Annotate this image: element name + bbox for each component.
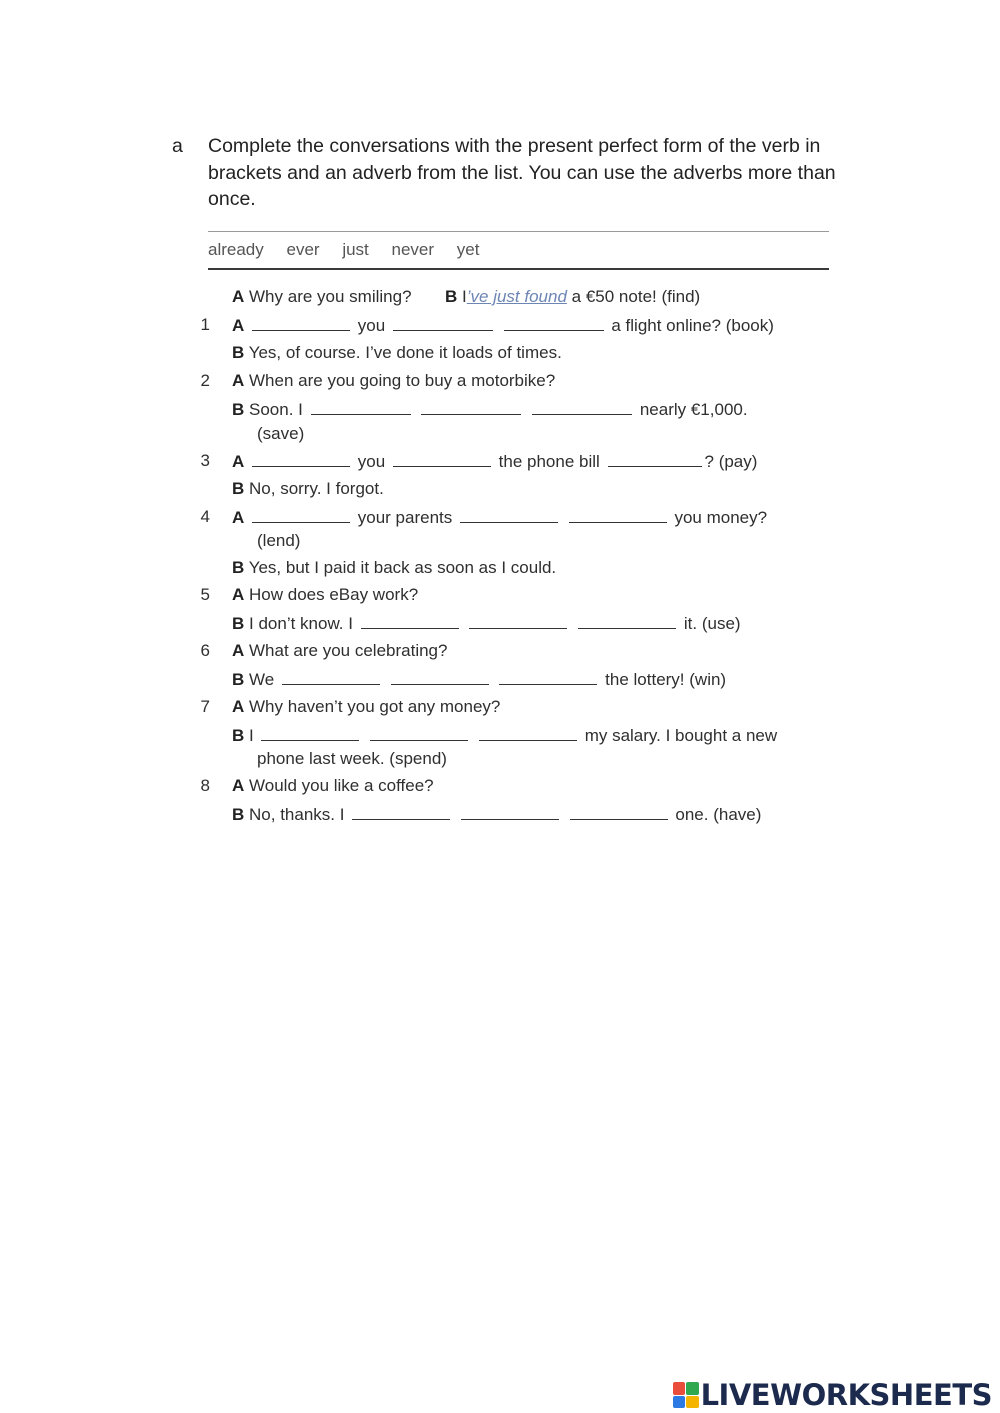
dialogue-line	[232, 725, 777, 746]
question-number: 6	[200, 641, 210, 660]
answer-blank[interactable]	[578, 613, 676, 629]
speaker-label: B	[232, 558, 245, 577]
dialogue-text: nearly €1,000.	[639, 400, 748, 419]
answer-blank[interactable]	[252, 315, 350, 331]
dialogue-text: I don’t know. I	[249, 614, 353, 633]
dialogue-text: What are you celebrating?	[249, 641, 448, 660]
dialogue-text: (save)	[257, 424, 305, 443]
dialogue-line	[232, 613, 741, 634]
question-number: 3	[200, 451, 210, 470]
question-number: 4	[200, 507, 210, 526]
dialogue-text: a flight online? (book)	[611, 316, 774, 335]
question-number: 5	[200, 585, 210, 604]
question-number: 2	[200, 371, 210, 390]
speaker-label: A	[232, 697, 245, 716]
dialogue-text: phone last week. (spend)	[257, 749, 447, 768]
logo-mark-icon	[673, 1382, 699, 1408]
dialogue-text: Yes, of course. I’ve done it loads of times.	[248, 343, 562, 362]
adverb-item: just	[342, 240, 369, 259]
dialogue-text: ? (pay)	[704, 452, 758, 471]
answer-blank[interactable]	[469, 613, 567, 629]
answer-blank[interactable]	[252, 507, 350, 523]
question-number: 7	[200, 697, 210, 716]
answer-blank[interactable]	[393, 451, 491, 467]
dialogue-text: it. (use)	[683, 614, 741, 633]
dialogue-text: Yes, but I paid it back as soon as I could.	[248, 558, 557, 577]
answer-blank[interactable]	[479, 725, 577, 741]
answer-blank[interactable]	[370, 725, 468, 741]
answer-blank[interactable]	[460, 507, 558, 523]
adverb-item: yet	[456, 240, 480, 259]
question-number: 8	[200, 776, 210, 795]
answer-blank[interactable]	[393, 315, 493, 331]
dialogue-text: No, sorry. I forgot.	[249, 479, 384, 498]
dialogue-line	[232, 371, 555, 391]
speaker-label: B	[232, 726, 245, 745]
speaker-label: B	[232, 479, 245, 498]
speaker-label: A	[232, 316, 245, 335]
answer-blank[interactable]	[532, 399, 632, 415]
dialogue-text: a €50 note! (find)	[571, 287, 701, 306]
speaker-label: A	[232, 641, 245, 660]
answer-blank[interactable]	[311, 399, 411, 415]
speaker-label: B	[445, 287, 458, 306]
answer-blank[interactable]	[570, 804, 668, 820]
speaker-label: B	[232, 343, 245, 362]
speaker-label: B	[232, 670, 245, 689]
dialogue-text: the lottery! (win)	[605, 670, 727, 689]
exercise-letter: a	[172, 135, 183, 157]
answer-blank[interactable]	[461, 804, 559, 820]
speaker-label: A	[232, 452, 245, 471]
dialogue-line	[232, 585, 418, 605]
question-number: 1	[200, 315, 210, 334]
answer-blank[interactable]	[361, 613, 459, 629]
divider	[208, 231, 829, 232]
example-answer: ’ve just found	[466, 287, 567, 306]
divider	[208, 268, 829, 270]
dialogue-text: my salary. I bought a new	[584, 726, 778, 745]
dialogue-text: Why are you smiling?	[249, 287, 412, 306]
speaker-label: A	[232, 371, 245, 390]
answer-blank[interactable]	[352, 804, 450, 820]
dialogue-text: When are you going to buy a motorbike?	[249, 371, 556, 390]
dialogue-line	[232, 479, 384, 499]
answer-blank[interactable]	[391, 669, 489, 685]
answer-blank[interactable]	[504, 315, 604, 331]
liveworksheets-logo	[673, 1378, 992, 1412]
dialogue-line	[232, 507, 767, 528]
dialogue-text: the phone bill	[498, 452, 600, 471]
dialogue-line	[232, 399, 748, 420]
speaker-label: B	[232, 400, 245, 419]
dialogue-line	[232, 558, 556, 578]
exercise-instructions: Complete the conversations with the present perfect form of the verb in brackets and an adverb from the list. You can use the adverbs more than once.	[208, 135, 836, 210]
dialogue-text: I	[249, 726, 254, 745]
adverb-item: never	[391, 240, 435, 259]
dialogue-text: Soon. I	[249, 400, 303, 419]
dialogue-text: How does eBay work?	[249, 585, 419, 604]
dialogue-text: No, thanks. I	[249, 805, 345, 824]
answer-blank[interactable]	[608, 451, 702, 467]
dialogue-text: We	[249, 670, 275, 689]
speaker-label: A	[232, 776, 245, 795]
dialogue-text: Would you like a coffee?	[249, 776, 434, 795]
answer-blank[interactable]	[421, 399, 521, 415]
answer-blank[interactable]	[499, 669, 597, 685]
dialogue-text: you	[357, 452, 386, 471]
adverb-item: already	[208, 240, 264, 259]
dialogue-line	[232, 451, 757, 472]
dialogue-text: (lend)	[257, 531, 301, 550]
dialogue-line	[232, 315, 774, 336]
speaker-label: A	[232, 585, 245, 604]
speaker-label: A	[232, 287, 245, 306]
dialogue-line	[232, 697, 500, 717]
dialogue-line	[232, 776, 434, 796]
answer-blank[interactable]	[252, 451, 350, 467]
answer-blank[interactable]	[282, 669, 380, 685]
adverb-list	[208, 240, 497, 260]
speaker-label: B	[232, 805, 245, 824]
dialogue-line	[232, 804, 761, 825]
dialogue-line	[232, 641, 447, 661]
logo-text: LIVEWORKSHEETS	[700, 1378, 992, 1412]
speaker-label: B	[232, 614, 245, 633]
dialogue-text: your parents	[357, 508, 453, 527]
example-line	[232, 287, 700, 307]
dialogue-text: you money?	[674, 508, 768, 527]
speaker-label: A	[232, 508, 245, 527]
dialogue-line	[232, 669, 726, 690]
adverb-item: ever	[286, 240, 320, 259]
dialogue-text: I	[462, 287, 467, 306]
dialogue-line	[232, 343, 562, 363]
answer-blank[interactable]	[569, 507, 667, 523]
dialogue-text: one. (have)	[675, 805, 762, 824]
dialogue-text: Why haven’t you got any money?	[249, 697, 501, 716]
answer-blank[interactable]	[261, 725, 359, 741]
dialogue-text: you	[357, 316, 386, 335]
